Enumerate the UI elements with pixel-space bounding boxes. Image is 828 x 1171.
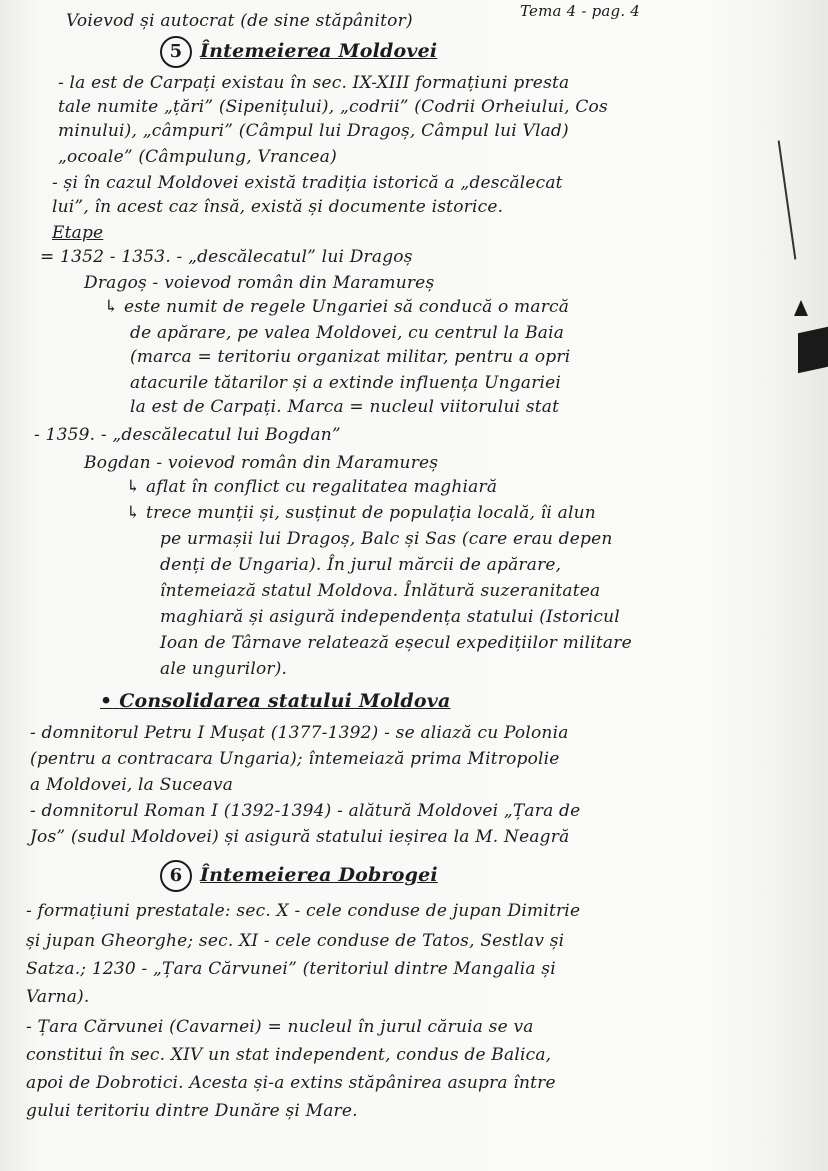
section-heading-moldova (160, 36, 437, 68)
section-title: Consolidarea statului Moldova (119, 690, 451, 712)
text-line: tale numite „țări” (Sipenițului), „codrii” (Codrii Orheiului, Cos (58, 97, 608, 117)
text-line: ↳ este numit de regele Ungariei să conducă o marcă (104, 297, 570, 317)
text-line: minului), „câmpuri” (Câmpul lui Dragoș, Câmpul lui Vlad) (58, 121, 569, 141)
text-line: a Moldovei, la Suceava (30, 775, 234, 795)
text-line: și jupan Gheorghe; sec. XI - cele conduse de Tatos, Sestlav și (26, 931, 565, 951)
subheading-etape: Etape (52, 223, 104, 243)
text-line: Bogdan - voievod român din Maramureș (84, 453, 439, 473)
text-line: Jos” (sudul Moldovei) și asigură statului ieșirea la M. Neagră (30, 827, 570, 847)
text-line: ↳ aflat în conflict cu regalitatea maghiară (126, 477, 498, 497)
text-line: gului teritoriu dintre Dunăre și Mare. (26, 1101, 358, 1121)
section-heading-consolidare (100, 690, 451, 712)
section-number: 6 (160, 860, 192, 892)
text-line: - la est de Carpați existau în sec. IX-XIII formațiuni presta (58, 73, 570, 93)
margin-arrow-icon (794, 300, 808, 316)
text-line: întemeiază statul Moldova. Înlătură suzeranitatea (160, 581, 601, 601)
text-line: apoi de Dobrotici. Acesta și-a extins stăpânirea asupra între (26, 1073, 556, 1093)
section-number: 5 (160, 36, 192, 68)
text-line: pe urmașii lui Dragoș, Balc și Sas (care erau depen (160, 529, 613, 549)
text-line: maghiară și asigură independența statului (Istoricul (160, 607, 620, 627)
section-title: Întemeierea Dobrogei (200, 864, 438, 886)
text-line: - și în cazul Moldovei există tradiția istorică a „descălecat (52, 173, 563, 193)
page-edge (773, 0, 828, 1171)
text-line: (pentru a contracara Ungaria); întemeiază prima Mitropolie (30, 749, 560, 769)
section-heading-dobrogea (160, 860, 438, 892)
bullet-icon: • (100, 690, 113, 712)
text-line: ↳ trece munții și, susținut de populația locală, îi alun (126, 503, 596, 523)
text-line: de apărare, pe valea Moldovei, cu centrul la Baia (130, 323, 565, 343)
text-line: - formațiuni prestatale: sec. X - cele conduse de jupan Dimitrie (26, 901, 581, 921)
text-line: constitui în sec. XIV un stat independent, condus de Balica, (26, 1045, 552, 1065)
text-line: = 1352 - 1353. - „descălecatul” lui Dragoș (40, 247, 413, 267)
page-note: Tema 4 - pag. 4 (520, 2, 641, 20)
text-line: - domnitorul Petru I Mușat (1377-1392) - se aliază cu Polonia (30, 723, 569, 743)
text-line: (marca = teritoriu organizat militar, pentru a opri (130, 347, 571, 367)
text-line: - 1359. - „descălecatul lui Bogdan” (34, 425, 341, 445)
text-line: - Țara Cărvunei (Cavarnei) = nucleul în jurul căruia se va (26, 1017, 534, 1037)
binder-tab-icon (798, 327, 828, 373)
text-line: lui”, în acest caz însă, există și documente istorice. (52, 197, 504, 217)
text-line: la est de Carpați. Marca = nucleul viitorului stat (130, 397, 560, 417)
text-line: Voievod și autocrat (de sine stăpânitor) (66, 11, 413, 31)
section-title: Întemeierea Moldovei (200, 40, 438, 62)
text-line: atacurile tătarilor și a extinde influența Ungariei (130, 373, 562, 393)
text-line: Dragoș - voievod român din Maramureș (84, 273, 435, 293)
text-line: Varna). (26, 987, 90, 1007)
text-line: „ocoale” (Câmpulung, Vrancea) (58, 147, 337, 167)
text-line: ale ungurilor). (160, 659, 288, 679)
text-line: - domnitorul Roman I (1392-1394) - alătură Moldovei „Țara de (30, 801, 581, 821)
text-line: Satza.; 1230 - „Țara Cărvunei” (teritoriul dintre Mangalia și (26, 959, 556, 979)
text-line: denți de Ungaria). În jurul mărcii de apărare, (160, 555, 562, 575)
text-line: Ioan de Târnave relatează eșecul expedițiilor militare (160, 633, 632, 653)
